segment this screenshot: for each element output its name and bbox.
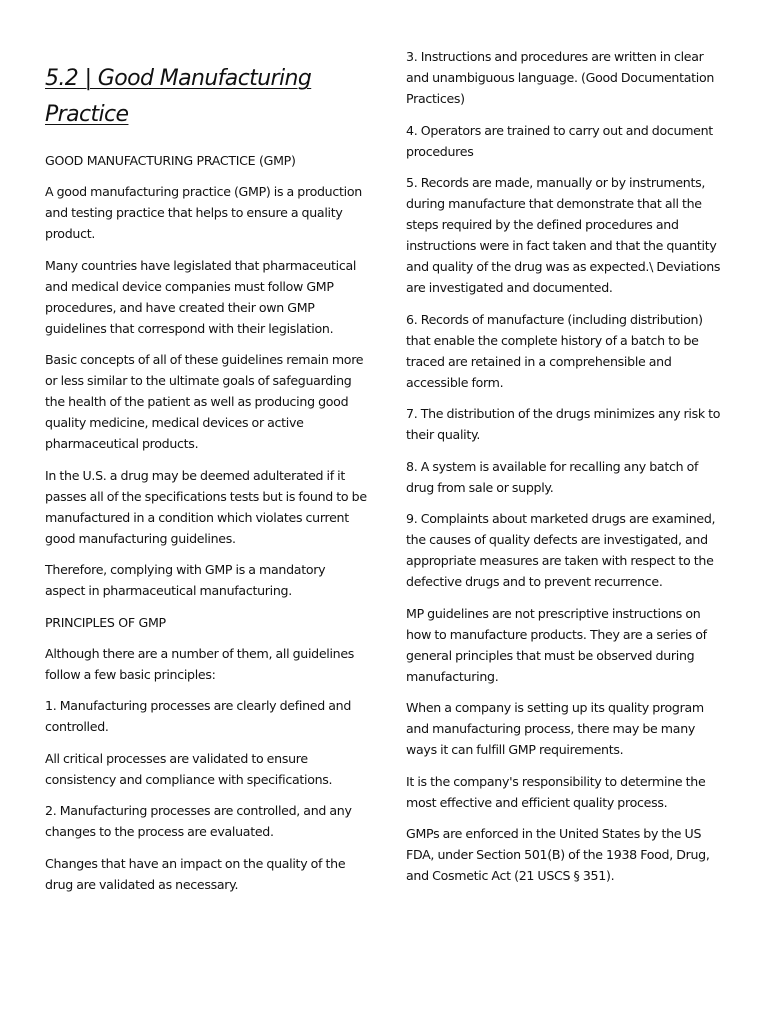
body-paragraph: 9. Complaints about marketed drugs are examined, the causes of quality defects are investigated, and appropriate measures are taken with respect to the defective drugs and to prevent recurrence.	[406, 511, 716, 589]
body-paragraph: All critical processes are validated to ensure consistency and compliance with specifications.	[45, 750, 333, 787]
body-paragraph: MP guidelines are not prescriptive instructions on how to manufacture products. They are a series of general principles that must be observed during manufacturing.	[406, 605, 707, 684]
body-paragraph: When a company is setting up its quality program and manufacturing process, there may be many ways it can fulfill GMP requirements.	[406, 700, 704, 757]
body-paragraph: 3. Instructions and procedures are written in clear and unambiguous language. (Good Documentation Practices)	[406, 49, 715, 106]
body-paragraph: 8. A system is available for recalling any batch of drug from sale or supply.	[406, 458, 699, 495]
body-paragraph: 4. Operators are trained to carry out and document procedures	[406, 122, 713, 159]
body-paragraph: GMPs are enforced in the United States by the US FDA, under Section 501(B) of the 1938 Food, Drug, and Cosmetic Act (21 USCS § 351).	[406, 826, 710, 883]
body-paragraph: 5. Records are made, manually or by instruments, during manufacture that demonstrate that all the steps required by the defined procedures and instructions were in fact taken and that the quantity and quality of the drug was as expected.\ Deviations are investigated and documented.	[406, 175, 721, 295]
body-paragraph: Many countries have legislated that pharmaceutical and medical device companies must follow GMP procedures, and have created their own GMP guidelines that correspond with their legislation.	[45, 257, 357, 336]
section-heading: GOOD MANUFACTURING PRACTICE (GMP)	[45, 153, 296, 168]
body-paragraph: Changes that have an impact on the quality of the drug are validated as necessary.	[45, 855, 346, 892]
page-title: 5.2 | Good Manufacturing Practice	[45, 66, 312, 127]
body-paragraph: A good manufacturing practice (GMP) is a production and testing practice that helps to ensure a quality product.	[45, 184, 362, 241]
section-heading: PRINCIPLES OF GMP	[45, 614, 166, 630]
body-paragraph: Basic concepts of all of these guidelines remain more or less similar to the ultimate goals of safeguarding the health of the patient as well as producing good quality medicine, medical devices or active pharmaceutical products.	[45, 352, 364, 451]
body-paragraph: 1. Manufacturing processes are clearly defined and controlled.	[45, 698, 352, 734]
left-column	[45, 61, 367, 905]
body-paragraph: 6. Records of manufacture (including distribution) that enable the complete history of a batch to be traced are retained in a comprehensible and accessible form.	[406, 311, 703, 390]
body-paragraph: It is the company's responsibility to determine the most effective and efficient quality process.	[406, 773, 706, 810]
right-column	[406, 46, 728, 897]
body-paragraph: Although there are a number of them, all guidelines follow a few basic principles:	[45, 645, 355, 682]
body-paragraph: Therefore, complying with GMP is a mandatory aspect in pharmaceutical manufacturing.	[45, 562, 326, 598]
body-paragraph: 7. The distribution of the drugs minimizes any risk to their quality.	[406, 406, 721, 442]
left-column-blocks	[45, 150, 367, 895]
body-paragraph: 2. Manufacturing processes are controlled, and any changes to the process are evaluated.	[45, 803, 352, 839]
body-paragraph: In the U.S. a drug may be deemed adulterated if it passes all of the specifications tests but is found to be manufactured in a condition which violates current good manufacturing guidelines.	[45, 467, 367, 546]
right-column-blocks	[406, 46, 728, 886]
